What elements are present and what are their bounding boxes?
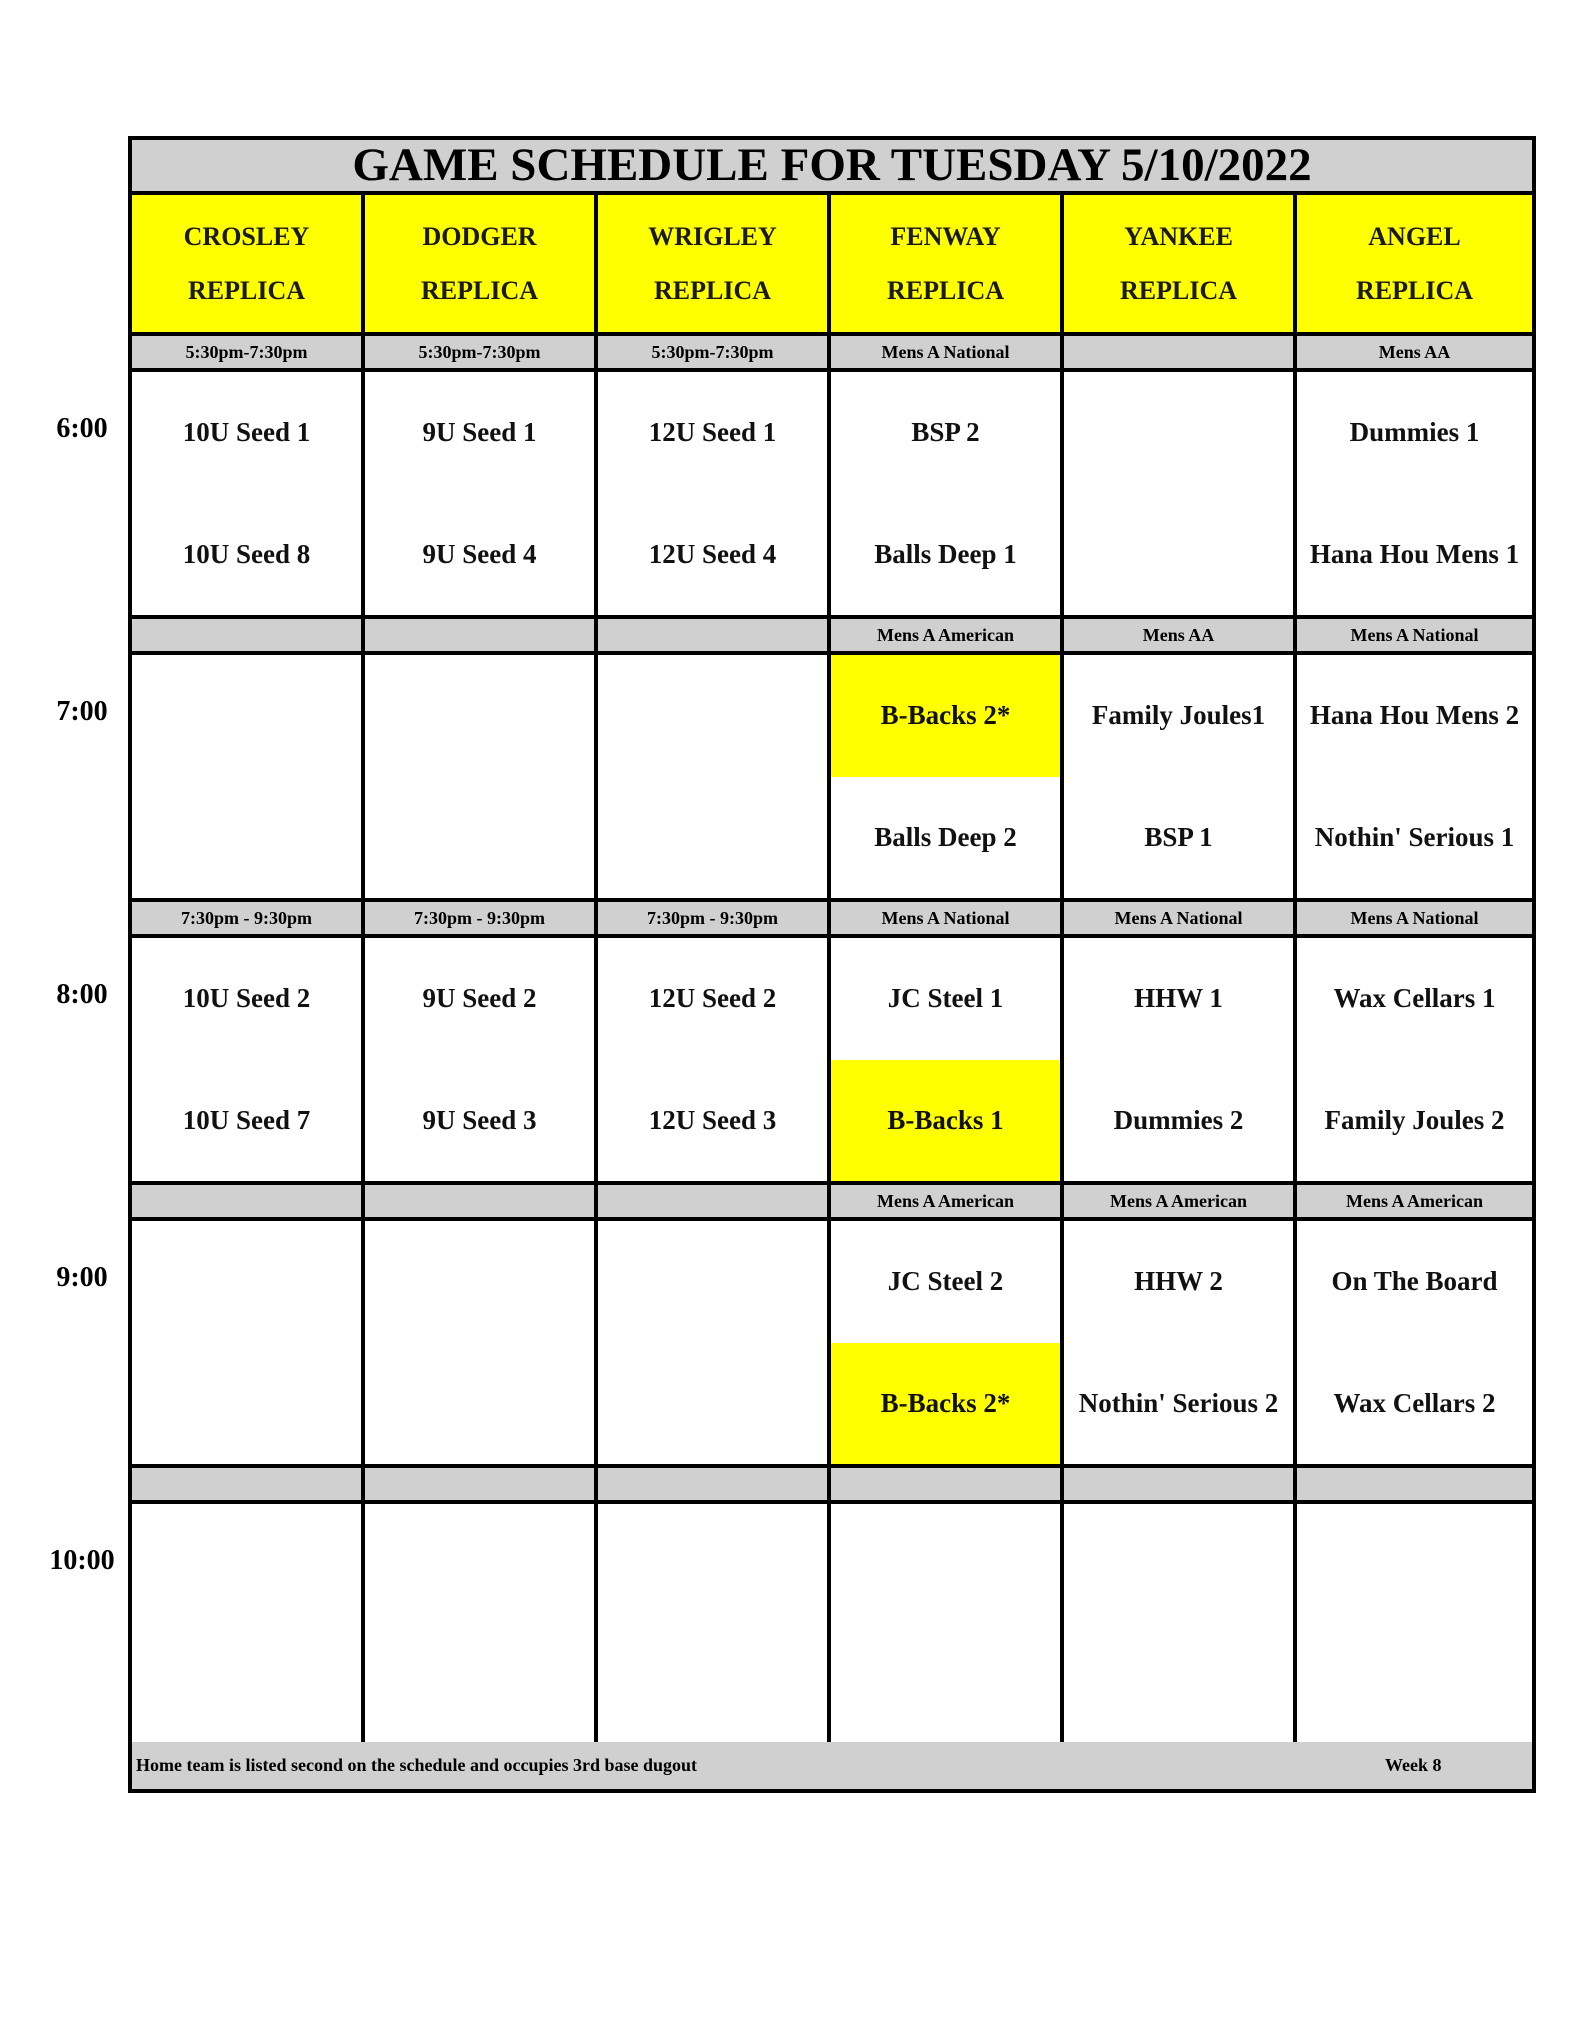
division-label <box>1064 1468 1297 1500</box>
home-team <box>598 777 827 899</box>
division-label <box>1297 1468 1532 1500</box>
division-label: Mens A American <box>1064 1185 1297 1217</box>
away-team: 9U Seed 2 <box>422 983 537 1014</box>
away-team <box>1297 1504 1532 1626</box>
field-subtitle: REPLICA <box>187 275 305 305</box>
home-team <box>365 777 594 899</box>
game-cell-angel <box>1297 938 1532 1181</box>
game-cell-wrigley <box>598 655 831 898</box>
game-cell-dodger <box>365 1221 598 1464</box>
home-team: BSP 1 <box>1144 821 1213 852</box>
game-cell-crosley <box>132 655 365 898</box>
time-label: 8:00 <box>56 979 108 1010</box>
field-header-dodger <box>365 195 598 332</box>
home-team: B-Backs 1 <box>831 1060 1060 1182</box>
division-label: Mens A American <box>1346 1191 1483 1211</box>
field-subtitle: REPLICA <box>886 275 1004 305</box>
game-cell-wrigley <box>598 1504 831 1747</box>
home-team <box>598 1343 827 1465</box>
away-team <box>132 1221 361 1343</box>
game-cell-yankee <box>1064 655 1297 898</box>
field-header-row <box>132 195 1532 336</box>
division-label <box>598 1468 831 1500</box>
away-team: JC Steel 2 <box>887 1266 1004 1297</box>
away-team <box>132 655 361 777</box>
home-team: Nothin' Serious 2 <box>1078 1387 1279 1418</box>
field-header-fenway <box>831 195 1064 332</box>
away-team: Dummies 1 <box>1349 417 1480 448</box>
division-label <box>365 619 598 651</box>
home-team: Wax Cellars 2 <box>1333 1387 1496 1418</box>
game-cell-angel <box>1297 1221 1532 1464</box>
game-cell-yankee <box>1064 1504 1297 1747</box>
division-label <box>132 619 365 651</box>
division-label: 7:30pm - 9:30pm <box>132 902 365 934</box>
division-label: Mens AA <box>1378 342 1451 362</box>
game-cell-crosley <box>132 372 365 615</box>
division-label: Mens A National <box>1064 902 1297 934</box>
time-label: 9:00 <box>56 1262 108 1293</box>
division-label: 5:30pm-7:30pm <box>132 336 365 368</box>
home-team <box>132 1626 361 1748</box>
away-team: Hana Hou Mens 2 <box>1309 700 1520 731</box>
division-label: 5:30pm-7:30pm <box>365 336 598 368</box>
division-label: Mens A American <box>831 1185 1064 1217</box>
game-slot-row <box>132 655 1532 902</box>
home-team: Dummies 2 <box>1113 1104 1244 1135</box>
away-team: 12U Seed 2 <box>648 983 777 1014</box>
away-team <box>598 1221 827 1343</box>
field-name: FENWAY <box>890 221 1001 251</box>
home-team: 10U Seed 8 <box>182 538 311 569</box>
home-team: Balls Deep 1 <box>874 538 1017 569</box>
game-cell-yankee <box>1064 938 1297 1181</box>
home-team <box>132 1343 361 1465</box>
home-team: B-Backs 2* <box>831 1343 1060 1465</box>
game-cell-wrigley <box>598 372 831 615</box>
away-team <box>365 1504 594 1626</box>
game-slot-row <box>132 938 1532 1185</box>
game-cell-yankee <box>1064 1221 1297 1464</box>
field-header-wrigley <box>598 195 831 332</box>
game-cell-fenway <box>831 655 1064 898</box>
footer-note: Home team is listed second on the schedule and occupies 3rd base dugout <box>136 1755 698 1775</box>
field-header-crosley <box>132 195 365 332</box>
game-cell-fenway <box>831 1221 1064 1464</box>
game-cell-dodger <box>365 372 598 615</box>
division-label-row <box>132 1468 1532 1504</box>
home-team: 9U Seed 4 <box>422 538 537 569</box>
division-label <box>365 1185 598 1217</box>
field-name: WRIGLEY <box>648 221 777 251</box>
game-cell-dodger <box>365 1504 598 1747</box>
division-label-row <box>132 336 1532 372</box>
away-team <box>365 1221 594 1343</box>
game-cell-wrigley <box>598 1221 831 1464</box>
home-team: 12U Seed 4 <box>648 538 777 569</box>
week-label: Week 8 <box>1385 1755 1442 1775</box>
field-subtitle: REPLICA <box>1119 275 1237 305</box>
division-label <box>1064 336 1297 368</box>
game-cell-fenway <box>831 1504 1064 1747</box>
page-title: GAME SCHEDULE FOR TUESDAY 5/10/2022 <box>352 139 1312 191</box>
home-team <box>1297 1626 1532 1748</box>
field-subtitle: REPLICA <box>420 275 538 305</box>
away-team: 12U Seed 1 <box>648 417 777 448</box>
away-team <box>132 1504 361 1626</box>
away-team <box>598 1504 827 1626</box>
division-label-row <box>132 1185 1532 1221</box>
division-label: 5:30pm-7:30pm <box>598 336 831 368</box>
away-team <box>365 655 594 777</box>
away-team: B-Backs 2* <box>831 655 1060 777</box>
game-slot-row <box>132 372 1532 619</box>
home-team: Nothin' Serious 1 <box>1314 821 1515 852</box>
division-label: 7:30pm - 9:30pm <box>598 902 831 934</box>
home-team <box>132 777 361 899</box>
footer-bar <box>132 1742 1532 1789</box>
home-team <box>365 1343 594 1465</box>
game-slot-row <box>132 1221 1532 1468</box>
game-cell-crosley <box>132 1504 365 1747</box>
field-name: CROSLEY <box>183 221 310 251</box>
division-label-row <box>132 619 1532 655</box>
away-team: HHW 2 <box>1134 1266 1223 1297</box>
schedule-table <box>128 136 1536 1793</box>
time-label: 10:00 <box>49 1545 115 1576</box>
home-team: 10U Seed 7 <box>182 1104 311 1135</box>
time-label: 6:00 <box>56 413 108 444</box>
home-team: Family Joules 2 <box>1324 1104 1505 1135</box>
home-team: Balls Deep 2 <box>874 821 1017 852</box>
game-cell-dodger <box>365 655 598 898</box>
home-team <box>831 1626 1060 1748</box>
division-label <box>132 1185 365 1217</box>
game-cell-crosley <box>132 1221 365 1464</box>
game-cell-yankee <box>1064 372 1297 615</box>
field-subtitle: REPLICA <box>653 275 771 305</box>
division-label: Mens A National <box>831 336 1064 368</box>
field-header-angel <box>1297 195 1532 332</box>
division-label: Mens A National <box>1350 625 1479 645</box>
away-team: 10U Seed 1 <box>182 417 311 448</box>
away-team: 10U Seed 2 <box>182 983 311 1014</box>
division-label <box>831 1468 1064 1500</box>
field-name: ANGEL <box>1368 221 1461 251</box>
away-team: Family Joules1 <box>1091 700 1266 731</box>
division-label: Mens A American <box>831 619 1064 651</box>
division-label: Mens A National <box>831 902 1064 934</box>
away-team <box>1064 1504 1293 1626</box>
field-header-yankee <box>1064 195 1297 332</box>
away-team <box>598 655 827 777</box>
home-team <box>365 1626 594 1748</box>
away-team: Wax Cellars 1 <box>1333 983 1496 1014</box>
away-team: 9U Seed 1 <box>422 417 537 448</box>
field-name: YANKEE <box>1124 221 1233 251</box>
home-team: 9U Seed 3 <box>422 1104 537 1135</box>
division-label <box>132 1468 365 1500</box>
game-cell-dodger <box>365 938 598 1181</box>
away-team: JC Steel 1 <box>887 983 1004 1014</box>
game-cell-angel <box>1297 372 1532 615</box>
field-subtitle: REPLICA <box>1355 275 1473 305</box>
home-team <box>598 1626 827 1748</box>
field-name: DODGER <box>422 221 537 251</box>
title-bar <box>132 140 1532 195</box>
division-label <box>365 1468 598 1500</box>
game-cell-crosley <box>132 938 365 1181</box>
game-cell-fenway <box>831 938 1064 1181</box>
away-team: On The Board <box>1331 1266 1498 1297</box>
game-slot-row <box>132 1504 1532 1751</box>
game-cell-angel <box>1297 1504 1532 1747</box>
division-label-row <box>132 902 1532 938</box>
away-team: HHW 1 <box>1134 983 1223 1014</box>
division-label <box>598 1185 831 1217</box>
division-label: 7:30pm - 9:30pm <box>365 902 598 934</box>
division-label <box>598 619 831 651</box>
division-label: Mens AA <box>1064 619 1297 651</box>
game-cell-angel <box>1297 655 1532 898</box>
away-team <box>831 1504 1060 1626</box>
away-team: BSP 2 <box>911 417 980 448</box>
away-team <box>1064 372 1293 494</box>
home-team <box>1064 1626 1293 1748</box>
game-cell-fenway <box>831 372 1064 615</box>
home-team: Hana Hou Mens 1 <box>1309 538 1520 569</box>
time-label: 7:00 <box>56 696 108 727</box>
home-team <box>1064 494 1293 616</box>
game-cell-wrigley <box>598 938 831 1181</box>
home-team: 12U Seed 3 <box>648 1104 777 1135</box>
division-label: Mens A National <box>1350 908 1479 928</box>
